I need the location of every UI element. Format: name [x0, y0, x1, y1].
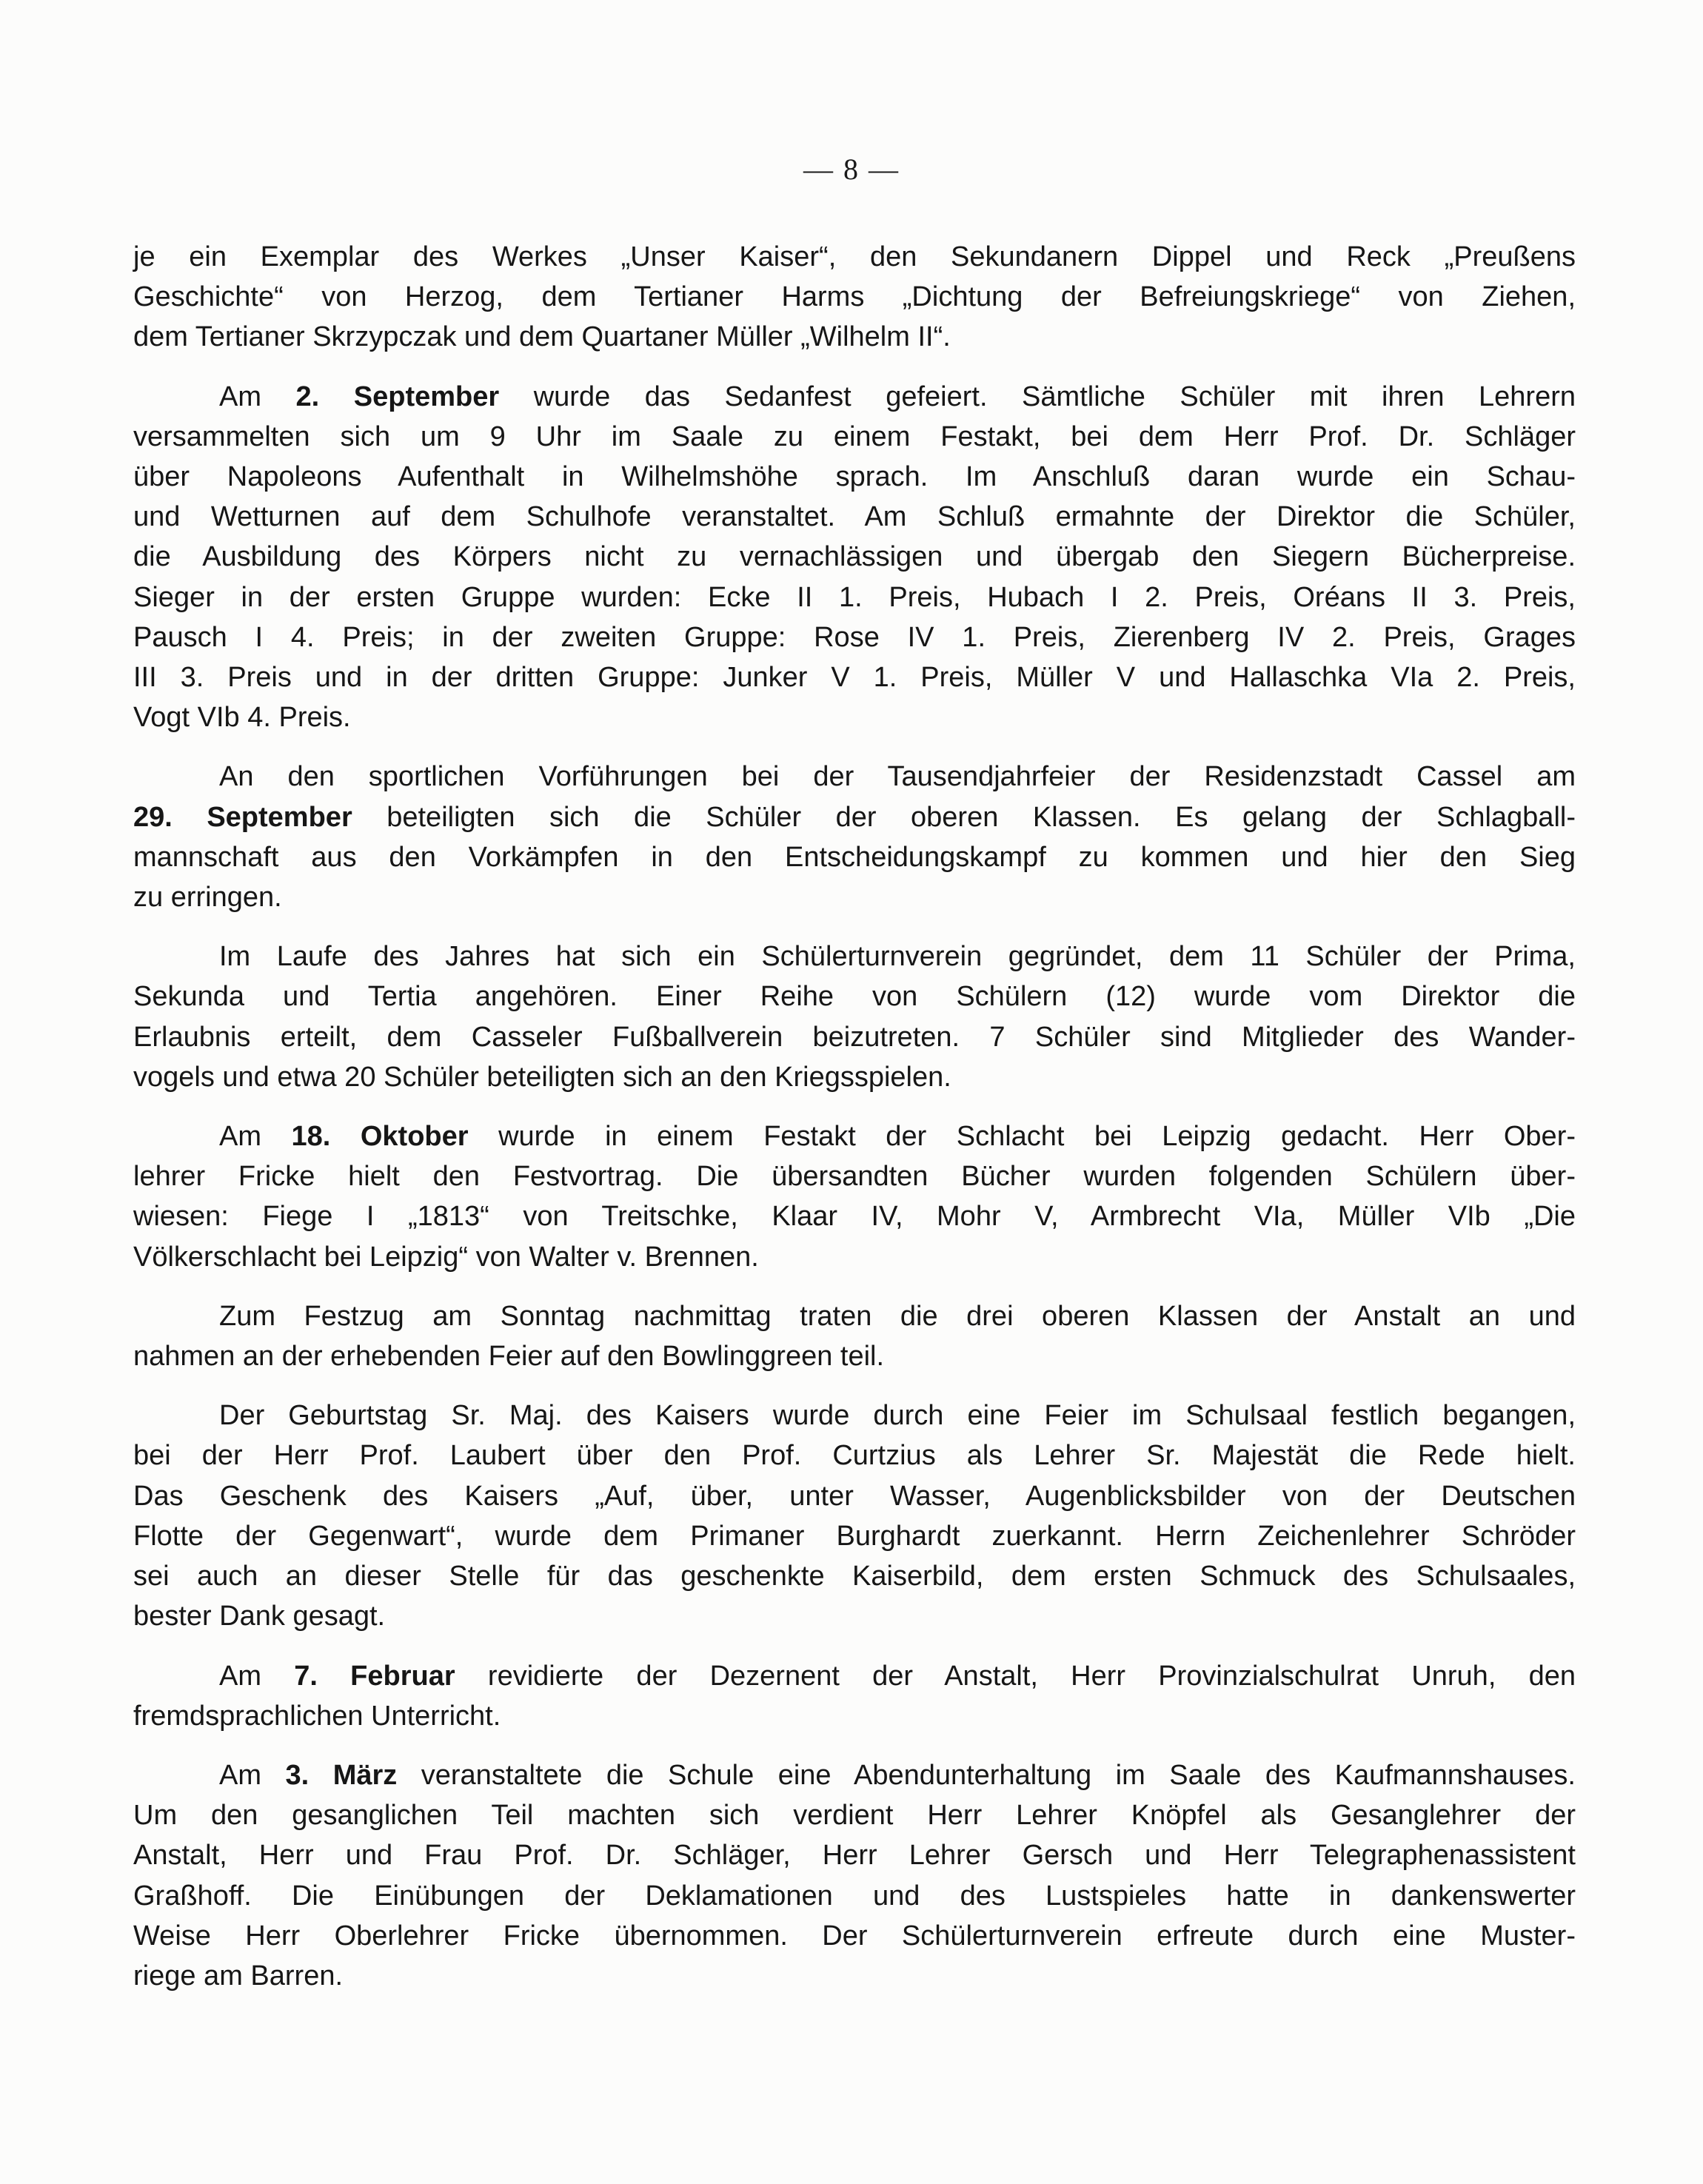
text-line: nahmen an der erhebenden Feier auf den Bowlinggreen teil.: [133, 1341, 885, 1373]
body-text: [133, 237, 1576, 2015]
text-line: versammelten sich um 9 Uhr im Saale zu einem Festakt, bei dem Herr Prof. Dr. Schläger: [133, 421, 1576, 452]
text-line: Sekunda und Tertia angehören. Einer Reihe von Schülern (12) wurde vom Direktor die: [133, 981, 1576, 1013]
text-line: Im Laufe des Jahres hat sich ein Schülerturnverein gegründet, dem 11 Schüler der Prima,: [219, 941, 1576, 973]
bold-date: 18. Oktober: [291, 1121, 469, 1153]
text-line: über Napoleons Aufenthalt in Wilhelmshöhe sprach. Im Anschluß daran wurde ein Schau-: [133, 461, 1576, 493]
text-segment: Am: [219, 1121, 292, 1153]
text-line: [133, 1755, 1576, 1795]
text-line: [133, 1656, 1576, 1696]
text-segment: Am: [219, 381, 296, 412]
text-segment: wurde in einem Festakt der Schlacht bei Leipzig gedacht. Herr Ober-: [468, 1121, 1576, 1153]
paragraph: [133, 237, 1576, 358]
text-line: Flotte der Gegenwart“, wurde dem Primaner Burghardt zuerkannt. Herrn Zeichenlehrer Schröder: [133, 1520, 1576, 1552]
text-line: zu erringen.: [133, 882, 282, 914]
text-line: und Wetturnen auf dem Schulhofe veranstaltet. Am Schluß ermahnte der Direktor die Schüler,: [133, 501, 1576, 533]
text-line: III 3. Preis und in der dritten Gruppe: Junker V 1. Preis, Müller V und Hallaschka VIa 2. Preis,: [133, 662, 1576, 694]
paragraph: [133, 757, 1576, 917]
text-line: Das Geschenk des Kaisers „Auf, über, unter Wasser, Augenblicksbilder von der Deutschen: [133, 1480, 1576, 1512]
bold-date: 29. September: [133, 801, 352, 833]
text-line: die Ausbildung des Körpers nicht zu vernachlässigen und übergab den Siegern Bücherpreise.: [133, 541, 1576, 573]
text-line: Der Geburtstag Sr. Maj. des Kaisers wurde durch eine Feier im Schulsaal festlich begangen,: [219, 1400, 1576, 1432]
text-line: Zum Festzug am Sonntag nachmittag traten die drei oberen Klassen der Anstalt an und: [219, 1300, 1576, 1332]
text-line: dem Tertianer Skrzypczak und dem Quartaner Müller „Wilhelm II“.: [133, 321, 951, 353]
paragraph: [133, 1116, 1576, 1277]
paragraph: [133, 1755, 1576, 1996]
paragraph: [133, 1656, 1576, 1736]
text-line: Pausch I 4. Preis; in der zweiten Gruppe: Rose IV 1. Preis, Zierenberg IV 2. Preis, Grages: [133, 621, 1576, 653]
text-line: Um den gesanglichen Teil machten sich verdient Herr Lehrer Knöpfel als Gesanglehrer der: [133, 1800, 1576, 1832]
bold-date: 2. September: [295, 381, 500, 412]
text-line: Geschichte“ von Herzog, dem Tertianer Harms „Dichtung der Befreiungskriege“ von Ziehen,: [133, 281, 1576, 313]
page-number: — 8 —: [803, 153, 900, 186]
text-segment: revidierte der Dezernent der Anstalt, Herr Provinzialschulrat Unruh, den: [455, 1660, 1576, 1692]
text-line: Völkerschlacht bei Leipzig“ von Walter v. Brennen.: [133, 1241, 759, 1273]
paragraph: [133, 1296, 1576, 1376]
text-line: bei der Herr Prof. Laubert über den Prof. Curtzius als Lehrer Sr. Majestät die Rede hielt.: [133, 1440, 1576, 1472]
text-line: fremdsprachlichen Unterricht.: [133, 1700, 501, 1732]
text-line: [133, 377, 1576, 417]
text-line: Graßhoff. Die Einübungen der Deklamationen und des Lustspieles hatte in dankenswerter: [133, 1880, 1576, 1912]
text-line: An den sportlichen Vorführungen bei der Tausendjahrfeier der Residenzstadt Cassel am: [219, 761, 1576, 793]
text-line: sei auch an dieser Stelle für das geschenkte Kaiserbild, dem ersten Schmuck des Schulsaales,: [133, 1561, 1576, 1592]
text-line: lehrer Fricke hielt den Festvortrag. Die übersandten Bücher wurden folgenden Schülern über-: [133, 1161, 1576, 1193]
text-line: bester Dank gesagt.: [133, 1601, 386, 1632]
text-line: mannschaft aus den Vorkämpfen in den Entscheidungskampf zu kommen und hier den Sieg: [133, 841, 1576, 873]
text-line: vogels und etwa 20 Schüler beteiligten sich an den Kriegsspielen.: [133, 1061, 951, 1093]
bold-date: 3. März: [285, 1759, 398, 1791]
bold-date: 7. Februar: [294, 1660, 455, 1692]
text-line: [133, 1116, 1576, 1156]
paragraph: [133, 1396, 1576, 1636]
text-line: Vogt VIb 4. Preis.: [133, 702, 351, 734]
text-line: Erlaubnis erteilt, dem Casseler Fußballverein beizutreten. 7 Schüler sind Mitglieder des Wander-: [133, 1021, 1576, 1053]
text-segment: Am: [219, 1759, 286, 1791]
text-segment: beteiligten sich die Schüler der oberen Klassen. Es gelang der Schlagball-: [352, 801, 1576, 833]
text-line: Sieger in der ersten Gruppe wurden: Ecke II 1. Preis, Hubach I 2. Preis, Oréans II 3. Preis,: [133, 581, 1576, 613]
text-line: [133, 797, 1576, 837]
text-line: Weise Herr Oberlehrer Fricke übernommen. Der Schülerturnverein erfreute durch eine Muster-: [133, 1920, 1576, 1952]
text-segment: veranstaltete die Schule eine Abendunterhaltung im Saale des Kaufmannshauses.: [397, 1759, 1576, 1791]
paragraph: [133, 937, 1576, 1097]
text-line: wiesen: Fiege I „1813“ von Treitschke, Klaar IV, Mohr V, Armbrecht VIa, Müller VIb „Die: [133, 1201, 1576, 1233]
text-line: je ein Exemplar des Werkes „Unser Kaiser“, den Sekundanern Dippel und Reck „Preußens: [133, 241, 1576, 272]
text-segment: wurde das Sedanfest gefeiert. Sämtliche Schüler mit ihren Lehrern: [499, 381, 1576, 412]
text-segment: Am: [219, 1660, 295, 1692]
text-line: Anstalt, Herr und Frau Prof. Dr. Schläger, Herr Lehrer Gersch und Herr Telegraphenassistent: [133, 1840, 1576, 1872]
text-line: riege am Barren.: [133, 1960, 344, 1992]
paragraph: [133, 377, 1576, 738]
